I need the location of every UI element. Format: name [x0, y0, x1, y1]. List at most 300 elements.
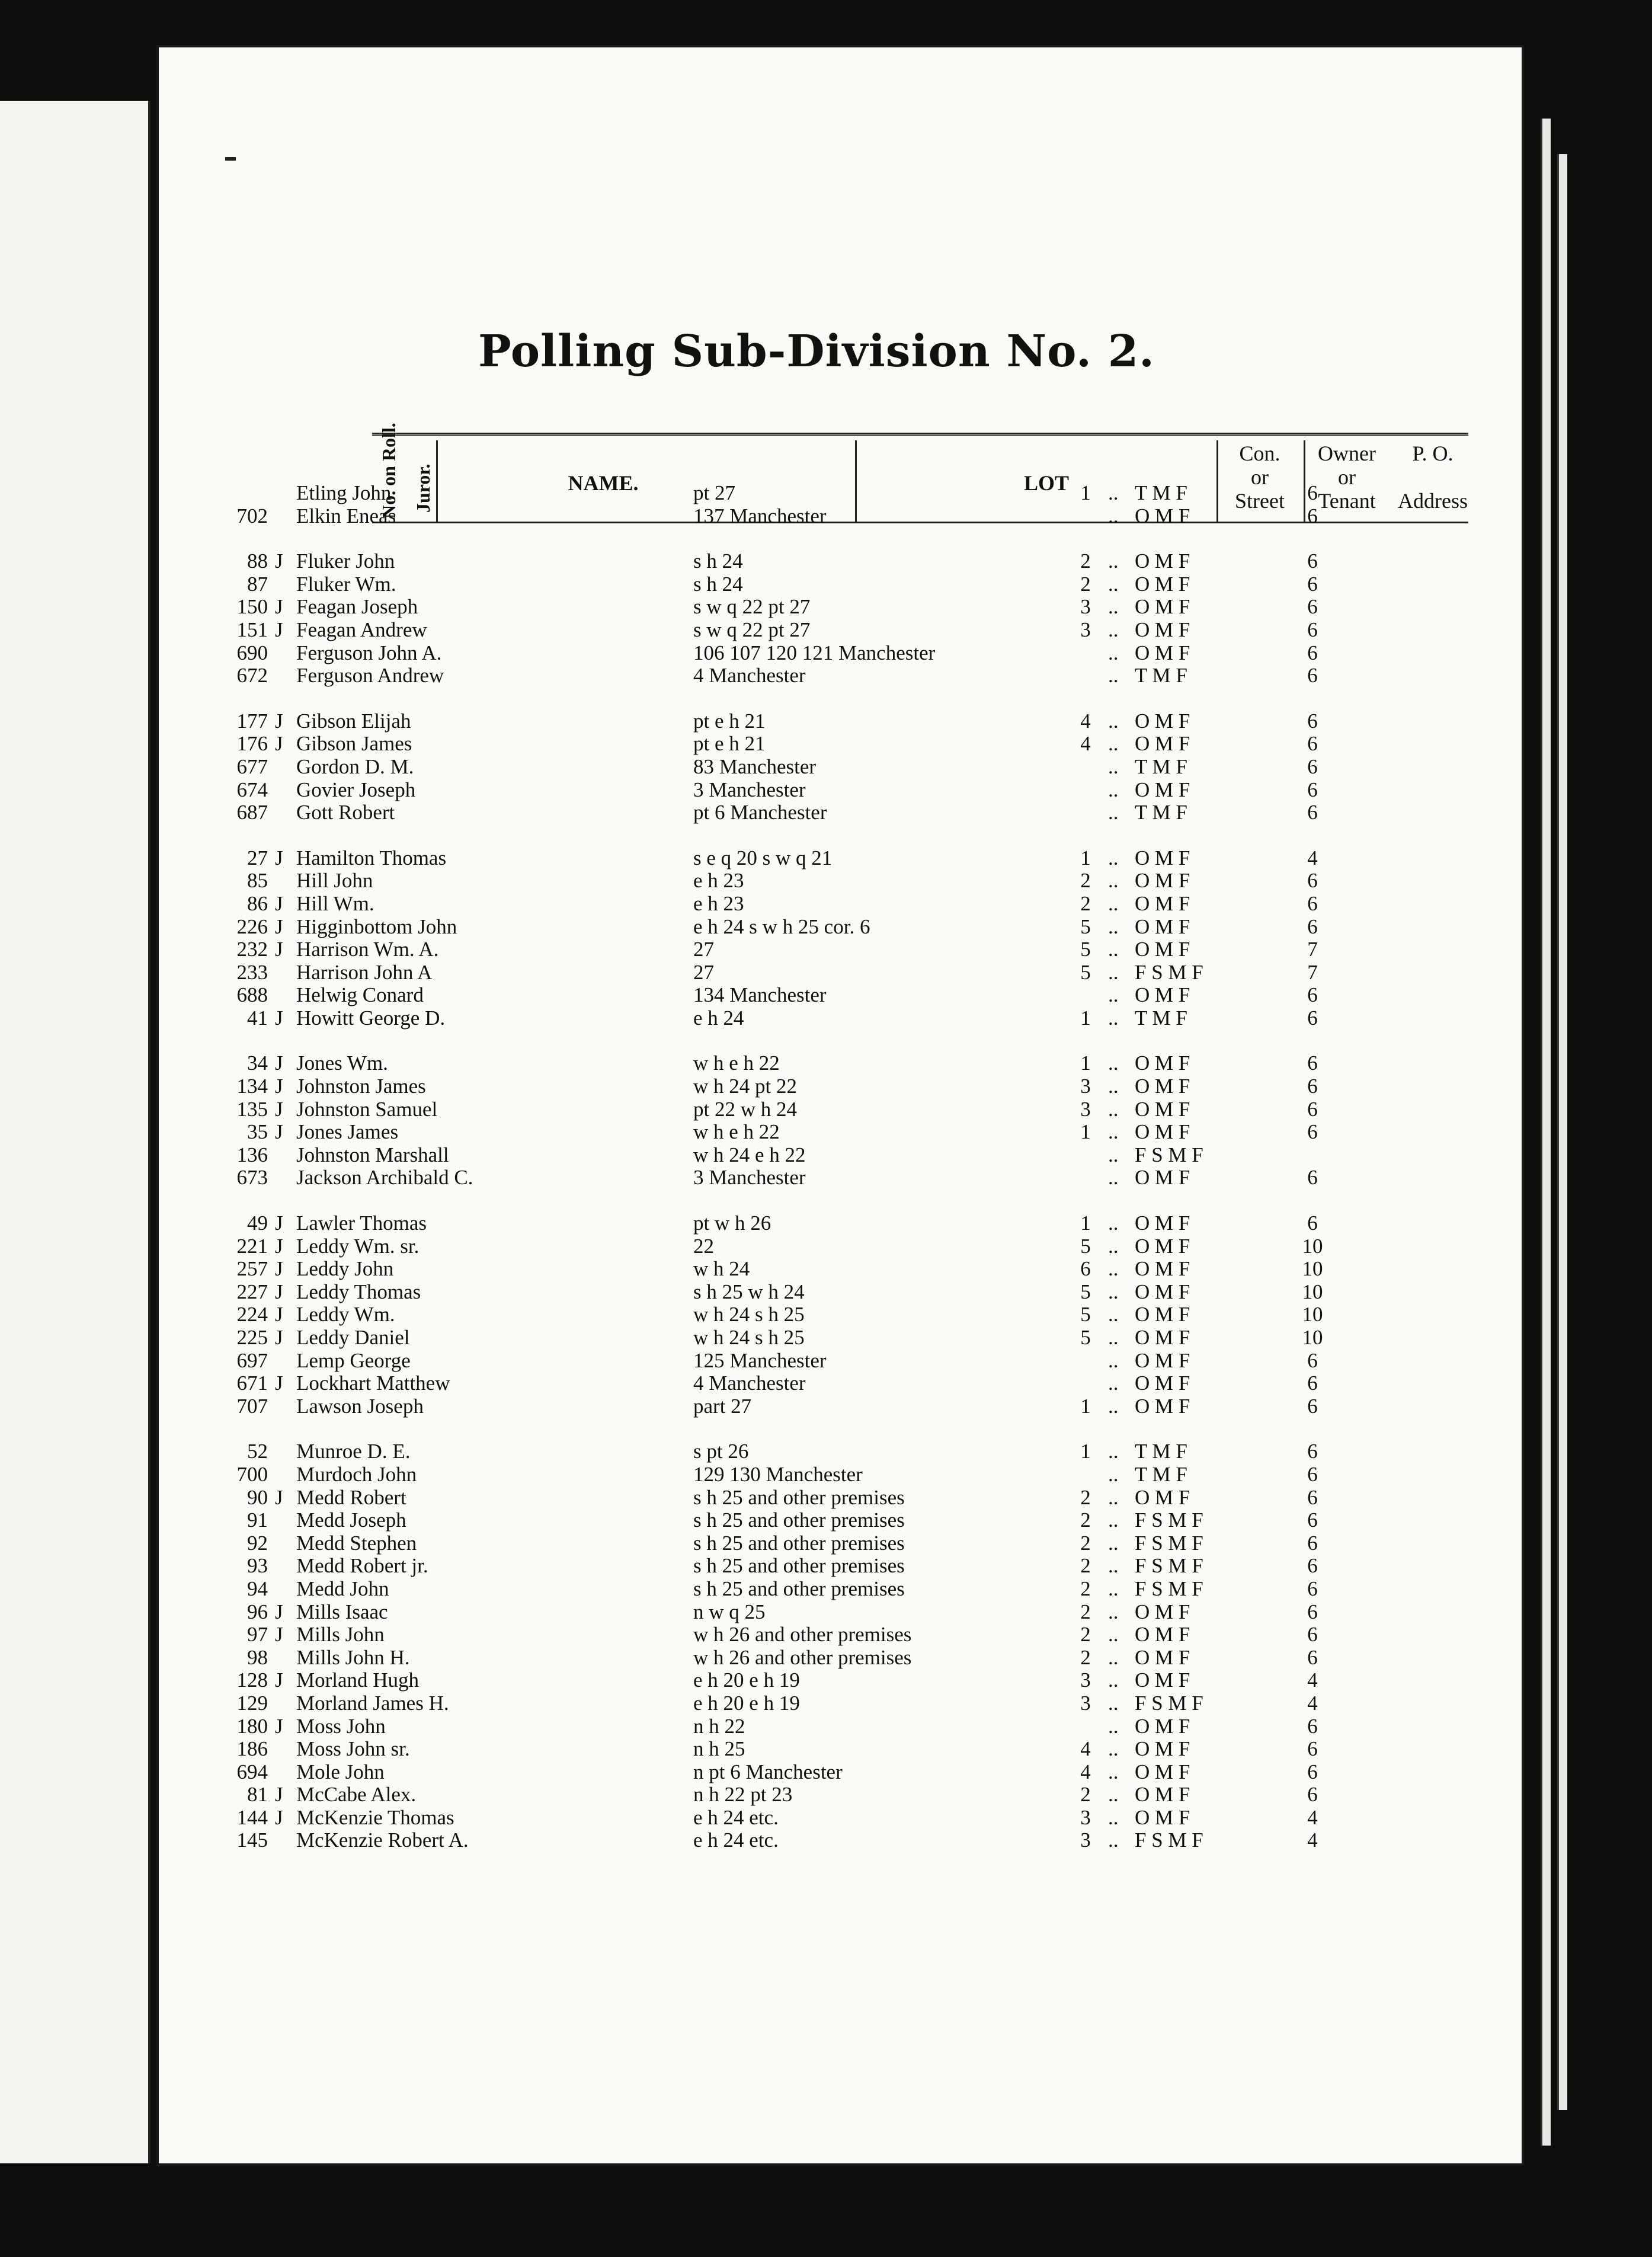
roll-number: 35	[247, 1120, 268, 1144]
leader-dots: ..	[1108, 938, 1119, 961]
leader-dots: ..	[1108, 1531, 1119, 1555]
roll-number: 87	[247, 572, 268, 596]
table-row	[213, 915, 1333, 938]
po-address: 6	[1307, 1006, 1318, 1030]
leader-dots: ..	[1108, 1668, 1119, 1692]
concession: 1	[1080, 1440, 1091, 1463]
lot-description: s h 24	[693, 572, 743, 596]
roll-number: 88	[247, 549, 268, 573]
po-address: 10	[1302, 1303, 1323, 1326]
juror-mark: J	[275, 1097, 283, 1121]
table-row	[213, 1508, 1333, 1532]
voter-name: Medd Robert jr.	[296, 1554, 428, 1578]
group-gap	[213, 687, 1333, 709]
table-row	[213, 549, 1333, 573]
lot-description: pt w h 26	[693, 1211, 771, 1235]
juror-mark: J	[275, 915, 283, 938]
concession: 2	[1080, 1508, 1091, 1532]
roll-number: 226	[236, 915, 268, 938]
po-address: 6	[1307, 1508, 1318, 1532]
table-row	[213, 1372, 1333, 1395]
roll-number: 180	[236, 1714, 268, 1738]
roll-number: 97	[247, 1623, 268, 1647]
voter-name: McCabe Alex.	[296, 1783, 417, 1807]
po-address: 6	[1307, 709, 1318, 733]
leader-dots: ..	[1108, 1828, 1119, 1852]
owner-tenant: F S M F	[1135, 1143, 1203, 1166]
owner-tenant: F S M F	[1135, 1828, 1203, 1852]
roll-number: 52	[247, 1440, 268, 1463]
po-address: 6	[1307, 641, 1318, 664]
owner-tenant: O M F	[1135, 983, 1190, 1007]
voter-name: Gordon D. M.	[296, 755, 414, 778]
lot-description: s h 25 and other premises	[693, 1577, 905, 1600]
header-con-street: Con. or Street	[1235, 442, 1285, 513]
voter-name: Leddy John	[296, 1257, 394, 1281]
concession: 3	[1080, 1668, 1091, 1692]
roll-number: 93	[247, 1554, 268, 1578]
po-address: 6	[1307, 1577, 1318, 1600]
table-row	[213, 892, 1333, 915]
po-address: 6	[1307, 549, 1318, 573]
table-row	[213, 504, 1333, 528]
owner-tenant: T M F	[1135, 481, 1187, 504]
juror-mark: J	[275, 1234, 283, 1258]
roll-number: 151	[236, 618, 268, 641]
owner-tenant: O M F	[1135, 595, 1190, 619]
juror-mark: J	[275, 1280, 283, 1303]
roll-number: 687	[236, 801, 268, 824]
owner-tenant: O M F	[1135, 869, 1190, 893]
juror-mark: J	[275, 938, 283, 961]
lot-description: 3 Manchester	[693, 778, 806, 801]
leader-dots: ..	[1108, 846, 1119, 869]
table-row	[213, 732, 1333, 755]
po-address: 6	[1307, 1737, 1318, 1761]
voter-name: Mills John	[296, 1623, 385, 1647]
owner-tenant: O M F	[1135, 572, 1190, 596]
leader-dots: ..	[1108, 595, 1119, 619]
voter-name: Gibson Elijah	[296, 709, 411, 733]
owner-tenant: O M F	[1135, 1326, 1190, 1349]
leader-dots: ..	[1108, 1691, 1119, 1715]
leader-dots: ..	[1108, 1760, 1119, 1783]
leader-dots: ..	[1108, 1554, 1119, 1578]
voter-name: Morland Hugh	[296, 1668, 420, 1692]
owner-tenant: T M F	[1135, 1440, 1187, 1463]
voter-name: Higginbottom John	[296, 915, 457, 938]
voter-name: Hamilton Thomas	[296, 846, 447, 869]
po-address: 6	[1307, 1645, 1318, 1669]
table-row	[213, 1486, 1333, 1509]
lot-description: 27	[693, 938, 714, 961]
lot-description: e h 24 etc.	[693, 1805, 779, 1829]
voter-name: Harrison Wm. A.	[296, 938, 439, 961]
leader-dots: ..	[1108, 1600, 1119, 1623]
po-address: 6	[1307, 504, 1318, 528]
group-gap	[213, 1417, 1333, 1440]
lot-description: n h 22	[693, 1714, 745, 1738]
po-address: 6	[1307, 869, 1318, 893]
concession: 4	[1080, 1737, 1091, 1761]
lot-description: 134 Manchester	[693, 983, 827, 1007]
leader-dots: ..	[1108, 572, 1119, 596]
po-address: 6	[1307, 755, 1318, 778]
po-address: 6	[1307, 1600, 1318, 1623]
leader-dots: ..	[1108, 1051, 1119, 1075]
roll-number: 697	[236, 1348, 268, 1372]
table-row	[213, 1623, 1333, 1646]
owner-tenant: O M F	[1135, 1600, 1190, 1623]
roll-number: 41	[247, 1006, 268, 1030]
adjacent-page	[0, 101, 151, 2163]
po-address: 4	[1307, 1828, 1318, 1852]
po-address: 6	[1307, 618, 1318, 641]
juror-mark: J	[275, 1600, 283, 1623]
concession: 1	[1080, 1006, 1091, 1030]
voter-name: Medd Joseph	[296, 1508, 406, 1532]
leader-dots: ..	[1108, 1440, 1119, 1463]
lot-description: w h e h 22	[693, 1051, 780, 1075]
table-row	[213, 778, 1333, 801]
lot-description: w h e h 22	[693, 1120, 780, 1144]
voter-name: McKenzie Robert A.	[296, 1828, 469, 1852]
table-row	[213, 1692, 1333, 1715]
voter-name: Lemp George	[296, 1348, 411, 1372]
voter-name: Jackson Archibald C.	[296, 1166, 473, 1190]
voter-name: Johnston James	[296, 1075, 426, 1098]
roll-number: 225	[236, 1326, 268, 1349]
header-po-address: P. O. Address	[1398, 442, 1468, 513]
lot-description: w h 24 s h 25	[693, 1326, 805, 1349]
juror-mark: J	[275, 1623, 283, 1647]
leader-dots: ..	[1108, 801, 1119, 824]
lot-description: e h 20 e h 19	[693, 1691, 800, 1715]
voter-name: Fluker John	[296, 549, 395, 573]
lot-description: n h 25	[693, 1737, 745, 1761]
table-row	[213, 1668, 1333, 1692]
po-address: 6	[1307, 1462, 1318, 1486]
lot-description: pt e h 21	[693, 709, 766, 733]
leader-dots: ..	[1108, 1120, 1119, 1144]
po-address: 7	[1307, 938, 1318, 961]
voter-name: McKenzie Thomas	[296, 1805, 454, 1829]
concession: 4	[1080, 709, 1091, 733]
roll-number: 232	[236, 938, 268, 961]
voter-name: Lawson Joseph	[296, 1394, 424, 1418]
roll-number: 233	[236, 960, 268, 984]
juror-mark: J	[275, 1668, 283, 1692]
owner-tenant: F S M F	[1135, 1508, 1203, 1532]
voter-name: Etling John	[296, 481, 392, 504]
table-row	[213, 1051, 1333, 1075]
roll-number: 177	[236, 709, 268, 733]
lot-description: e h 23	[693, 869, 744, 893]
lot-description: s h 25 w h 24	[693, 1280, 805, 1303]
header-owner-tenant: Owner or Tenant	[1318, 442, 1376, 513]
table-row	[213, 938, 1333, 961]
page-title: Polling Sub-Division No. 2.	[478, 326, 1155, 377]
concession: 2	[1080, 1783, 1091, 1807]
table-row	[213, 709, 1333, 733]
lot-description: part 27	[693, 1394, 752, 1418]
po-address: 6	[1307, 1120, 1318, 1144]
lot-description: w h 24 s h 25	[693, 1303, 805, 1326]
concession: 3	[1080, 618, 1091, 641]
po-address: 6	[1307, 1166, 1318, 1190]
po-address: 6	[1307, 801, 1318, 824]
leader-dots: ..	[1108, 664, 1119, 688]
voter-name: Mills Isaac	[296, 1600, 388, 1623]
voter-name: Feagan Andrew	[296, 618, 427, 641]
concession: 4	[1080, 732, 1091, 756]
group-gap	[213, 1029, 1333, 1051]
concession: 2	[1080, 549, 1091, 573]
roll-number: 227	[236, 1280, 268, 1303]
po-address: 6	[1307, 891, 1318, 915]
leader-dots: ..	[1108, 1303, 1119, 1326]
concession: 5	[1080, 960, 1091, 984]
owner-tenant: F S M F	[1135, 1554, 1203, 1578]
lot-description: s w q 22 pt 27	[693, 595, 811, 619]
voter-name: Johnston Samuel	[296, 1097, 438, 1121]
owner-tenant: O M F	[1135, 1485, 1190, 1509]
roll-number: 690	[236, 641, 268, 664]
concession: 2	[1080, 1623, 1091, 1647]
roll-number: 674	[236, 778, 268, 801]
voter-name: Feagan Joseph	[296, 595, 418, 619]
leader-dots: ..	[1108, 1211, 1119, 1235]
table-row	[213, 481, 1333, 504]
table-row	[213, 1075, 1333, 1098]
leader-dots: ..	[1108, 549, 1119, 573]
table-row	[213, 1098, 1333, 1121]
owner-tenant: O M F	[1135, 1120, 1190, 1144]
lot-description: w h 24 pt 22	[693, 1075, 797, 1098]
owner-tenant: O M F	[1135, 618, 1190, 641]
po-address: 6	[1307, 732, 1318, 756]
juror-mark: J	[275, 891, 283, 915]
voter-name: Howitt George D.	[296, 1006, 446, 1030]
leader-dots: ..	[1108, 778, 1119, 801]
leader-dots: ..	[1108, 1645, 1119, 1669]
po-address: 6	[1307, 1760, 1318, 1783]
concession: 2	[1080, 1645, 1091, 1669]
roll-number: 96	[247, 1600, 268, 1623]
voter-name: Fluker Wm.	[296, 572, 396, 596]
voter-name: Govier Joseph	[296, 778, 416, 801]
leader-dots: ..	[1108, 891, 1119, 915]
leader-dots: ..	[1108, 1714, 1119, 1738]
concession: 5	[1080, 915, 1091, 938]
voter-name: Leddy Wm.	[296, 1303, 395, 1326]
concession: 5	[1080, 938, 1091, 961]
owner-tenant: T M F	[1135, 801, 1187, 824]
owner-tenant: O M F	[1135, 732, 1190, 756]
lot-description: 22	[693, 1234, 714, 1258]
lot-description: s h 24	[693, 549, 743, 573]
table-row	[213, 1577, 1333, 1600]
table-row	[213, 1211, 1333, 1235]
voter-name: Munroe D. E.	[296, 1440, 411, 1463]
table-row	[213, 1646, 1333, 1669]
leader-dots: ..	[1108, 1737, 1119, 1761]
roll-number: 673	[236, 1166, 268, 1190]
juror-mark: J	[275, 1211, 283, 1235]
page-edge	[1541, 119, 1551, 2146]
table-row	[213, 1166, 1333, 1189]
leader-dots: ..	[1108, 915, 1119, 938]
owner-tenant: O M F	[1135, 1097, 1190, 1121]
owner-tenant: O M F	[1135, 1348, 1190, 1372]
leader-dots: ..	[1108, 983, 1119, 1007]
voter-name: Johnston Marshall	[296, 1143, 449, 1166]
voter-name: Leddy Wm. sr.	[296, 1234, 420, 1258]
owner-tenant: F S M F	[1135, 960, 1203, 984]
voter-name: Hill Wm.	[296, 891, 374, 915]
table-row	[213, 846, 1333, 869]
lot-description: s h 25 and other premises	[693, 1508, 905, 1532]
roll-number: 150	[236, 595, 268, 619]
table-row	[213, 641, 1333, 664]
leader-dots: ..	[1108, 755, 1119, 778]
owner-tenant: O M F	[1135, 1211, 1190, 1235]
po-address: 4	[1307, 1668, 1318, 1692]
juror-mark: J	[275, 1303, 283, 1326]
table-row	[213, 1828, 1333, 1852]
roll-number: 85	[247, 869, 268, 893]
concession: 5	[1080, 1326, 1091, 1349]
owner-tenant: F S M F	[1135, 1691, 1203, 1715]
page-edge	[1557, 154, 1567, 2110]
lot-description: s e q 20 s w q 21	[693, 846, 833, 869]
leader-dots: ..	[1108, 1234, 1119, 1258]
lot-description: s h 25 and other premises	[693, 1531, 905, 1555]
leader-dots: ..	[1108, 1075, 1119, 1098]
po-address: 6	[1307, 572, 1318, 596]
table-row	[213, 755, 1333, 778]
owner-tenant: O M F	[1135, 641, 1190, 664]
owner-tenant: O M F	[1135, 846, 1190, 869]
po-address: 10	[1302, 1257, 1323, 1281]
concession: 3	[1080, 1828, 1091, 1852]
owner-tenant: T M F	[1135, 755, 1187, 778]
roll-number: 700	[236, 1462, 268, 1486]
po-address: 6	[1307, 1097, 1318, 1121]
owner-tenant: O M F	[1135, 938, 1190, 961]
leader-dots: ..	[1108, 1280, 1119, 1303]
table-row	[213, 1395, 1333, 1418]
juror-mark: J	[275, 732, 283, 756]
table-row	[213, 1760, 1333, 1783]
table-row	[213, 1257, 1333, 1280]
po-address: 4	[1307, 846, 1318, 869]
owner-tenant: O M F	[1135, 549, 1190, 573]
lot-description: 27	[693, 960, 714, 984]
voter-name: Mole John	[296, 1760, 385, 1783]
voter-name: Morland James H.	[296, 1691, 449, 1715]
owner-tenant: O M F	[1135, 1714, 1190, 1738]
table-row	[213, 1326, 1333, 1349]
table-row	[213, 1806, 1333, 1829]
concession: 3	[1080, 1097, 1091, 1121]
leader-dots: ..	[1108, 1394, 1119, 1418]
owner-tenant: O M F	[1135, 1668, 1190, 1692]
juror-mark: J	[275, 1485, 283, 1509]
owner-tenant: T M F	[1135, 1006, 1187, 1030]
roll-number: 98	[247, 1645, 268, 1669]
table-row	[213, 961, 1333, 984]
lot-description: s h 25 and other premises	[693, 1554, 905, 1578]
table-row	[213, 1440, 1333, 1463]
roll-number: 49	[247, 1211, 268, 1235]
concession: 2	[1080, 869, 1091, 893]
concession: 3	[1080, 1691, 1091, 1715]
lot-description: 3 Manchester	[693, 1166, 806, 1190]
lot-description: w h 26 and other premises	[693, 1645, 912, 1669]
roll-number: 86	[247, 891, 268, 915]
lot-description: 137 Manchester	[693, 504, 827, 528]
table-row	[213, 869, 1333, 892]
lot-description: pt 27	[693, 481, 735, 504]
po-address: 6	[1307, 1394, 1318, 1418]
roll-number: 176	[236, 732, 268, 756]
po-address: 6	[1307, 1783, 1318, 1807]
concession: 5	[1080, 1303, 1091, 1326]
ink-speck	[225, 157, 236, 161]
roll-number: 34	[247, 1051, 268, 1075]
voter-name: Jones James	[296, 1120, 399, 1144]
roll-number: 671	[236, 1372, 268, 1395]
po-address: 6	[1307, 1211, 1318, 1235]
table-row	[213, 573, 1333, 596]
leader-dots: ..	[1108, 1577, 1119, 1600]
table-row	[213, 595, 1333, 618]
voter-name: Lawler Thomas	[296, 1211, 427, 1235]
leader-dots: ..	[1108, 732, 1119, 756]
owner-tenant: O M F	[1135, 1051, 1190, 1075]
concession: 5	[1080, 1280, 1091, 1303]
po-address: 10	[1302, 1234, 1323, 1258]
voter-name: Lockhart Matthew	[296, 1372, 450, 1395]
juror-mark: J	[275, 1326, 283, 1349]
roll-number: 677	[236, 755, 268, 778]
leader-dots: ..	[1108, 1166, 1119, 1190]
leader-dots: ..	[1108, 1485, 1119, 1509]
owner-tenant: T M F	[1135, 664, 1187, 688]
juror-mark: J	[275, 595, 283, 619]
roll-number: 134	[236, 1075, 268, 1098]
table-row	[213, 664, 1333, 687]
po-address: 10	[1302, 1280, 1323, 1303]
header-juror: Juror.	[412, 463, 434, 513]
concession: 1	[1080, 1120, 1091, 1144]
roll-number: 145	[236, 1828, 268, 1852]
roll-number: 672	[236, 664, 268, 688]
juror-mark: J	[275, 1120, 283, 1144]
voter-name: Leddy Thomas	[296, 1280, 421, 1303]
concession: 2	[1080, 891, 1091, 915]
voter-name: Moss John	[296, 1714, 386, 1738]
leader-dots: ..	[1108, 641, 1119, 664]
leader-dots: ..	[1108, 1623, 1119, 1647]
concession: 4	[1080, 1760, 1091, 1783]
po-address: 6	[1307, 778, 1318, 801]
leader-dots: ..	[1108, 1348, 1119, 1372]
roll-number: 707	[236, 1394, 268, 1418]
voter-name: Helwig Conard	[296, 983, 424, 1007]
leader-dots: ..	[1108, 960, 1119, 984]
